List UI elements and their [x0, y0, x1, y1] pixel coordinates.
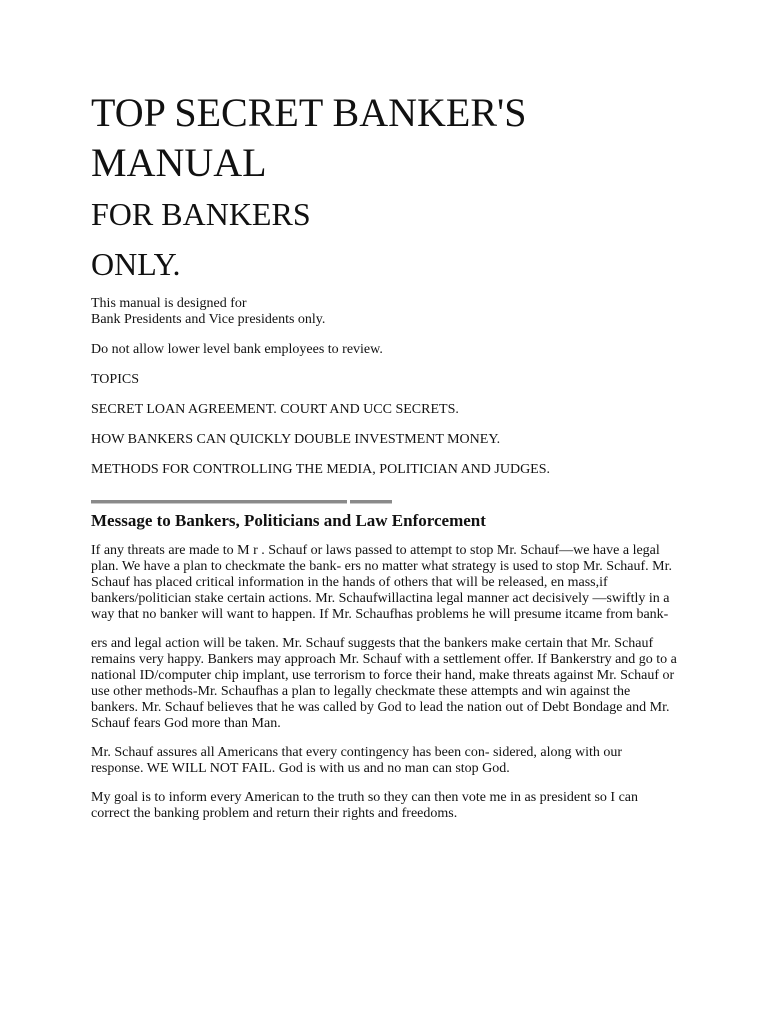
body-paragraph: If any threats are made to M r . Schauf or laws passed to attempt to stop Mr. Schauf—we have a legal plan. We have a plan to checkmate the bank- ers no matter what strategy is used to stop Mr. Schauf. Mr. Schauf has placed critical information in the hands of others that will be released, en mass,if bankers/politician stake certain actions. Mr. Schaufwillactina legal manner act decisively —swiftly in a way that no banker will want to happen. If Mr. Schaufhas problems he will presume itcame from bank- — [91, 543, 673, 622]
body-paragraph: ers and legal action will be taken. Mr. Schauf suggests that the bankers make certain that Mr. Schauf remains very happy. Bankers may approach Mr. Schauf with a settlement offer. If Bankerstry and go to a national ID/computer chip implant, use terrorism to force their hand, make threats against Mr. Schauf or use other methods-Mr. Schaufhas a plan to legally checkmate these attempts and win against the bankers. Mr. Schauf believes that he was called by God to lead the nation out of Debt Bondage and Mr. Schauf fears God more than Man. — [91, 636, 677, 731]
warning-text: Do not allow lower level bank employees to review. — [91, 342, 383, 357]
section-divider — [91, 500, 678, 504]
document-subtitle-1: FOR BANKERS — [91, 196, 311, 232]
divider-rule-long — [91, 500, 347, 504]
intro-line-2: Bank Presidents and Vice presidents only. — [91, 312, 326, 327]
body-paragraph: Mr. Schauf assures all Americans that every contingency has been con- sidered, along with our response. WE WILL NOT FAIL. God is with us and no man can stop God. — [91, 745, 623, 776]
section-heading: Message to Bankers, Politicians and Law Enforcement — [91, 511, 486, 530]
document-subtitle-2: ONLY. — [91, 246, 181, 282]
topics-label: TOPICS — [91, 372, 139, 387]
divider-rule-short — [350, 500, 392, 504]
topic-item: HOW BANKERS CAN QUICKLY DOUBLE INVESTMENT MONEY. — [91, 432, 501, 447]
body-paragraph: My goal is to inform every American to the truth so they can then vote me in as president so I can correct the banking problem and return their rights and freedoms. — [91, 790, 639, 821]
intro-line-1: This manual is designed for — [91, 296, 247, 311]
document-title: TOP SECRET BANKER'S MANUAL — [91, 90, 527, 185]
topic-item: SECRET LOAN AGREEMENT. COURT AND UCC SECRETS. — [91, 402, 459, 417]
topic-item: METHODS FOR CONTROLLING THE MEDIA, POLITICIAN AND JUDGES. — [91, 462, 551, 477]
